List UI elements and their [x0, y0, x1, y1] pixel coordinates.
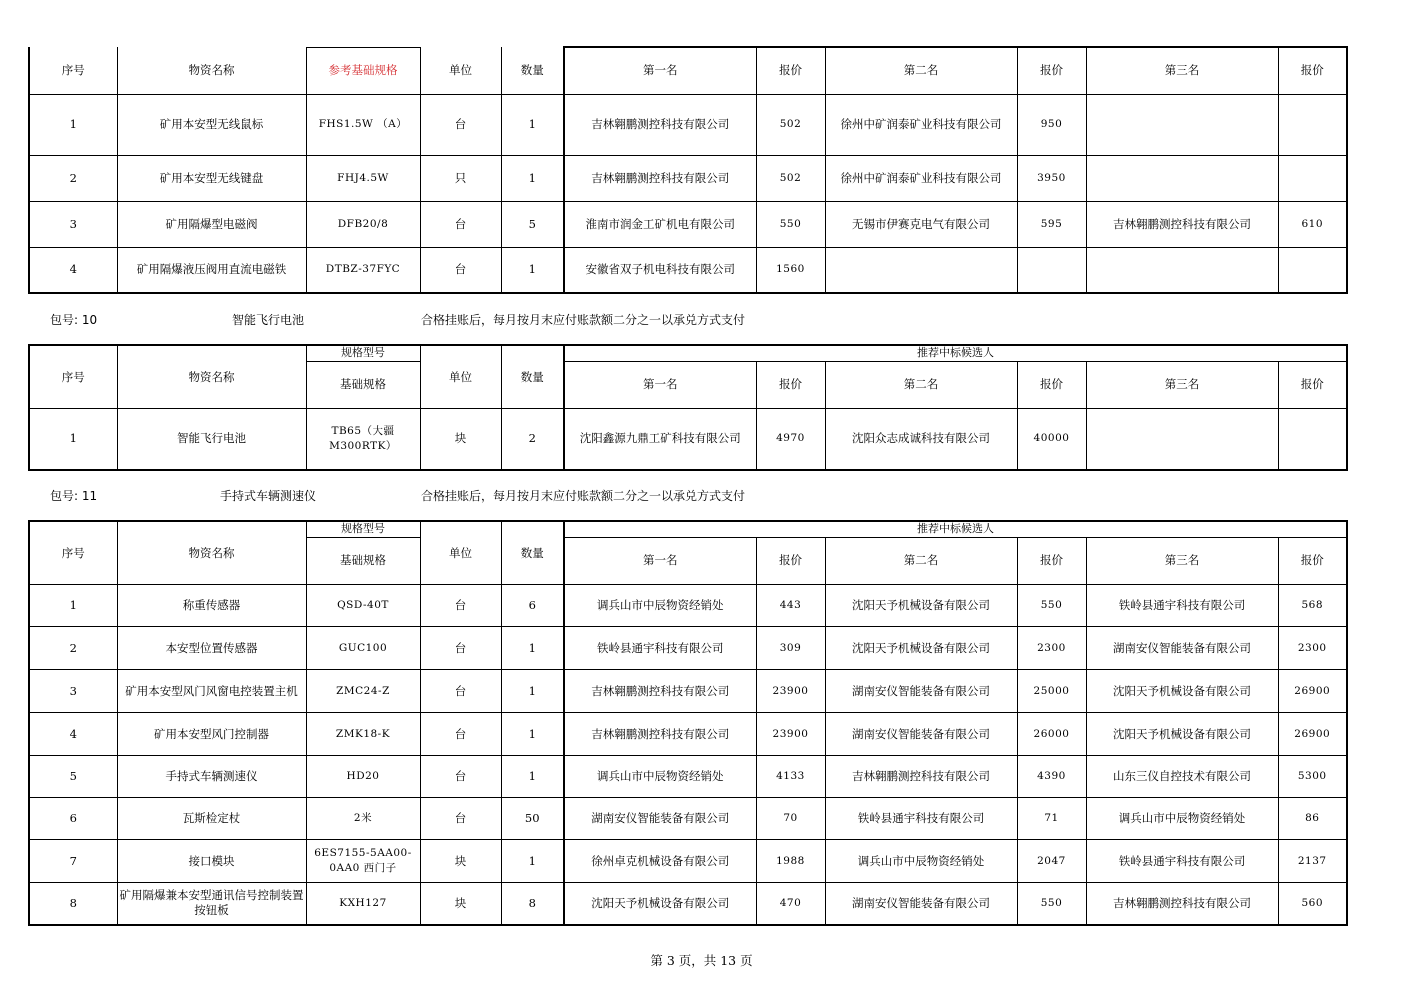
- cell-spec: QSD-40T: [306, 585, 420, 627]
- table-row: [29, 409, 1347, 470]
- cell-seq: 1: [29, 409, 117, 470]
- cell-second: 沈阳众志成诚科技有限公司: [825, 409, 1017, 470]
- cell-spec: ZMC24-Z: [306, 670, 420, 713]
- cell-seq: 7: [29, 840, 117, 883]
- cell-item: 智能飞行电池: [117, 409, 306, 470]
- cell-seq: 3: [29, 670, 117, 713]
- cell-price: 502: [756, 155, 825, 201]
- cell-spec: 6ES7155-5AA00-0AA0 西门子: [306, 840, 420, 883]
- cell-item: 矿用隔爆兼本安型通讯信号控制装置按钮板: [117, 883, 306, 925]
- cell-first: 沈阳天予机械设备有限公司: [564, 883, 756, 925]
- cell-price: 4133: [756, 756, 825, 798]
- header-cell: 物资名称: [117, 345, 306, 409]
- cell-price: [1017, 247, 1086, 293]
- header-cell: 报价: [1278, 361, 1347, 409]
- header-cell: 数量: [501, 345, 564, 409]
- cell-item: 矿用本安型无线键盘: [117, 155, 306, 201]
- cell-second: 湖南安仪智能装备有限公司: [825, 883, 1017, 925]
- cell-price: 568: [1278, 585, 1347, 627]
- table-row: [29, 627, 1347, 670]
- header-cell: 第三名: [1086, 361, 1278, 409]
- cell-first: 吉林翱鹏测控科技有限公司: [564, 155, 756, 201]
- cell-first: 吉林翱鹏测控科技有限公司: [564, 94, 756, 155]
- cell-price: 443: [756, 585, 825, 627]
- cell-spec: FHJ4.5W: [306, 155, 420, 201]
- cell-price: [1278, 247, 1347, 293]
- header-cell: 基础规格: [306, 361, 420, 409]
- cell-spec: TB65（大疆M300RTK）: [306, 409, 420, 470]
- header-cell: 第二名: [825, 537, 1017, 585]
- cell-third: 铁岭县通宇科技有限公司: [1086, 840, 1278, 883]
- cell-first: 淮南市润金工矿机电有限公司: [564, 201, 756, 247]
- cell-price: 71: [1017, 798, 1086, 840]
- cell-price: 26900: [1278, 670, 1347, 713]
- header-cell: 报价: [1278, 47, 1347, 94]
- cell-price: 40000: [1017, 409, 1086, 470]
- cell-unit: 块: [420, 883, 501, 925]
- cell-qty: 1: [501, 94, 564, 155]
- cell-spec: ZMK18-K: [306, 713, 420, 756]
- cell-price: 3950: [1017, 155, 1086, 201]
- cell-item: 称重传感器: [117, 585, 306, 627]
- cell-seq: 4: [29, 247, 117, 293]
- cell-unit: 只: [420, 155, 501, 201]
- bid-table-package-11: [28, 520, 1348, 926]
- cell-second: 无锡市伊赛克电气有限公司: [825, 201, 1017, 247]
- table-row: [29, 798, 1347, 840]
- header-cell: 单位: [420, 521, 501, 585]
- header-cell-spec: 参考基础规格: [306, 47, 420, 94]
- table-row: [29, 713, 1347, 756]
- cell-item: 矿用本安型风门风窗电控装置主机: [117, 670, 306, 713]
- cell-price: [1278, 94, 1347, 155]
- cell-first: 铁岭县通宇科技有限公司: [564, 627, 756, 670]
- header-cell: 报价: [756, 47, 825, 94]
- cell-price: [1278, 155, 1347, 201]
- table-row: [29, 670, 1347, 713]
- cell-price: 5300: [1278, 756, 1347, 798]
- table-row: [29, 585, 1347, 627]
- header-cell: 报价: [756, 361, 825, 409]
- cell-spec: DTBZ-37FYC: [306, 247, 420, 293]
- cell-spec: KXH127: [306, 883, 420, 925]
- payment-terms: 合格挂账后，每月按月末应付账款额二分之一以承兑方式支付: [421, 313, 746, 327]
- cell-price: 595: [1017, 201, 1086, 247]
- cell-qty: 5: [501, 201, 564, 247]
- cell-qty: 1: [501, 627, 564, 670]
- spec-group-header: 规格型号: [306, 521, 420, 537]
- cell-third: 沈阳天予机械设备有限公司: [1086, 670, 1278, 713]
- cell-price: 4390: [1017, 756, 1086, 798]
- header-cell: 数量: [501, 47, 564, 94]
- cell-price: 610: [1278, 201, 1347, 247]
- cell-price: 70: [756, 798, 825, 840]
- cell-first: 吉林翱鹏测控科技有限公司: [564, 670, 756, 713]
- cell-qty: 8: [501, 883, 564, 925]
- cell-price: 23900: [756, 713, 825, 756]
- cell-third: [1086, 94, 1278, 155]
- header-cell: 报价: [1017, 47, 1086, 94]
- cell-price: 502: [756, 94, 825, 155]
- cell-third: [1086, 409, 1278, 470]
- header-cell: 基础规格: [306, 537, 420, 585]
- cell-third: 铁岭县通宇科技有限公司: [1086, 585, 1278, 627]
- cell-seq: 8: [29, 883, 117, 925]
- table-row: [29, 247, 1347, 293]
- cell-price: 550: [1017, 883, 1086, 925]
- cell-seq: 6: [29, 798, 117, 840]
- cell-price: 470: [756, 883, 825, 925]
- cell-price: 1988: [756, 840, 825, 883]
- cell-unit: 台: [420, 201, 501, 247]
- cell-second: 调兵山市中辰物资经销处: [825, 840, 1017, 883]
- cell-price: 25000: [1017, 670, 1086, 713]
- cell-price: 2300: [1017, 627, 1086, 670]
- cell-price: 4970: [756, 409, 825, 470]
- cell-third: [1086, 155, 1278, 201]
- header-cell: 第一名: [564, 361, 756, 409]
- cell-spec: GUC100: [306, 627, 420, 670]
- cell-qty: 50: [501, 798, 564, 840]
- cell-unit: 台: [420, 670, 501, 713]
- header-cell: 第三名: [1086, 47, 1278, 94]
- cell-third: [1086, 247, 1278, 293]
- cell-seq: 2: [29, 155, 117, 201]
- cell-first: 湖南安仪智能装备有限公司: [564, 798, 756, 840]
- cell-first: 徐州卓克机械设备有限公司: [564, 840, 756, 883]
- spec-group-header: 规格型号: [306, 345, 420, 361]
- cell-unit: 台: [420, 756, 501, 798]
- cell-unit: 台: [420, 627, 501, 670]
- cell-price: 309: [756, 627, 825, 670]
- cell-seq: 5: [29, 756, 117, 798]
- cell-item: 接口模块: [117, 840, 306, 883]
- package-name: 手持式车辆测速仪: [220, 489, 317, 503]
- cell-third: 吉林翱鹏测控科技有限公司: [1086, 883, 1278, 925]
- table-row: [29, 155, 1347, 201]
- cell-price: 23900: [756, 670, 825, 713]
- header-cell: 第二名: [825, 47, 1017, 94]
- header-cell: 第一名: [564, 537, 756, 585]
- table-row: [29, 201, 1347, 247]
- cell-second: 沈阳天予机械设备有限公司: [825, 585, 1017, 627]
- cell-spec: HD20: [306, 756, 420, 798]
- table-row: [29, 756, 1347, 798]
- cell-third: 湖南安仪智能装备有限公司: [1086, 627, 1278, 670]
- cell-qty: 1: [501, 713, 564, 756]
- header-cell: 第一名: [564, 47, 756, 94]
- cell-seq: 1: [29, 94, 117, 155]
- cell-spec: DFB20/8: [306, 201, 420, 247]
- cell-price: 26000: [1017, 713, 1086, 756]
- header-cell: 单位: [420, 47, 501, 94]
- cell-item: 瓦斯检定杖: [117, 798, 306, 840]
- cell-price: 26900: [1278, 713, 1347, 756]
- cell-first: 安徽省双子机电科技有限公司: [564, 247, 756, 293]
- cell-qty: 2: [501, 409, 564, 470]
- bid-table-1: [28, 46, 1348, 294]
- cell-item: 矿用本安型风门控制器: [117, 713, 306, 756]
- cell-third: 山东三仪自控技术有限公司: [1086, 756, 1278, 798]
- cell-qty: 1: [501, 840, 564, 883]
- cell-first: 吉林翱鹏测控科技有限公司: [564, 713, 756, 756]
- header-cell: 数量: [501, 521, 564, 585]
- table-row: [29, 840, 1347, 883]
- cell-second: 徐州中矿润泰矿业科技有限公司: [825, 155, 1017, 201]
- cell-item: 矿用本安型无线鼠标: [117, 94, 306, 155]
- bid-table-package-10: [28, 344, 1348, 471]
- cell-second: 湖南安仪智能装备有限公司: [825, 713, 1017, 756]
- cell-price: 2300: [1278, 627, 1347, 670]
- cell-third: 沈阳天予机械设备有限公司: [1086, 713, 1278, 756]
- header-cell: 第三名: [1086, 537, 1278, 585]
- header-cell: 序号: [29, 345, 117, 409]
- cell-unit: 台: [420, 585, 501, 627]
- cell-item: 矿用隔爆液压阀用直流电磁铁: [117, 247, 306, 293]
- cell-unit: 块: [420, 840, 501, 883]
- package-number: 包号: 10: [50, 313, 98, 327]
- cell-second: 铁岭县通宇科技有限公司: [825, 798, 1017, 840]
- cell-seq: 2: [29, 627, 117, 670]
- cell-price: 2047: [1017, 840, 1086, 883]
- cell-price: 950: [1017, 94, 1086, 155]
- cell-qty: 1: [501, 247, 564, 293]
- cell-second: 吉林翱鹏测控科技有限公司: [825, 756, 1017, 798]
- header-cell: 报价: [1017, 361, 1086, 409]
- cell-spec: FHS1.5W （A）: [306, 94, 420, 155]
- cell-item: 本安型位置传感器: [117, 627, 306, 670]
- header-cell: 报价: [1017, 537, 1086, 585]
- payment-terms: 合格挂账后，每月按月末应付账款额二分之一以承兑方式支付: [421, 489, 746, 503]
- cell-second: 沈阳天予机械设备有限公司: [825, 627, 1017, 670]
- cell-unit: 块: [420, 409, 501, 470]
- cell-first: 调兵山市中辰物资经销处: [564, 756, 756, 798]
- cell-second: 湖南安仪智能装备有限公司: [825, 670, 1017, 713]
- cell-price: 550: [756, 201, 825, 247]
- header-cell: 报价: [1278, 537, 1347, 585]
- cell-spec: 2米: [306, 798, 420, 840]
- cell-price: 560: [1278, 883, 1347, 925]
- cell-unit: 台: [420, 247, 501, 293]
- cell-qty: 1: [501, 155, 564, 201]
- cell-qty: 1: [501, 670, 564, 713]
- cell-price: 2137: [1278, 840, 1347, 883]
- cell-first: 沈阳鑫源九鼎工矿科技有限公司: [564, 409, 756, 470]
- page-footer: 第 3 页，共 13 页: [650, 953, 753, 968]
- header-cell: 序号: [29, 47, 117, 94]
- cell-item: 矿用隔爆型电磁阀: [117, 201, 306, 247]
- cell-seq: 3: [29, 201, 117, 247]
- header-cell: 物资名称: [117, 47, 306, 94]
- cell-price: [1278, 409, 1347, 470]
- cell-second: [825, 247, 1017, 293]
- cell-price: 86: [1278, 798, 1347, 840]
- cell-second: 徐州中矿润泰矿业科技有限公司: [825, 94, 1017, 155]
- table-row: [29, 883, 1347, 925]
- table-row: [29, 94, 1347, 155]
- cell-qty: 6: [501, 585, 564, 627]
- cell-third: 吉林翱鹏测控科技有限公司: [1086, 201, 1278, 247]
- table-header-row: [29, 47, 1347, 94]
- candidate-group-header: 推荐中标候选人: [564, 521, 1347, 537]
- cell-seq: 4: [29, 713, 117, 756]
- header-cell: 单位: [420, 345, 501, 409]
- package-name: 智能飞行电池: [232, 313, 305, 327]
- cell-seq: 1: [29, 585, 117, 627]
- cell-price: 550: [1017, 585, 1086, 627]
- header-cell: 序号: [29, 521, 117, 585]
- cell-unit: 台: [420, 94, 501, 155]
- cell-price: 1560: [756, 247, 825, 293]
- cell-unit: 台: [420, 798, 501, 840]
- header-cell: 报价: [756, 537, 825, 585]
- cell-third: 调兵山市中辰物资经销处: [1086, 798, 1278, 840]
- header-cell: 第二名: [825, 361, 1017, 409]
- header-cell: 物资名称: [117, 521, 306, 585]
- cell-item: 手持式车辆测速仪: [117, 756, 306, 798]
- package-number: 包号: 11: [50, 489, 98, 503]
- cell-first: 调兵山市中辰物资经销处: [564, 585, 756, 627]
- candidate-group-header: 推荐中标候选人: [564, 345, 1347, 361]
- cell-qty: 1: [501, 756, 564, 798]
- cell-unit: 台: [420, 713, 501, 756]
